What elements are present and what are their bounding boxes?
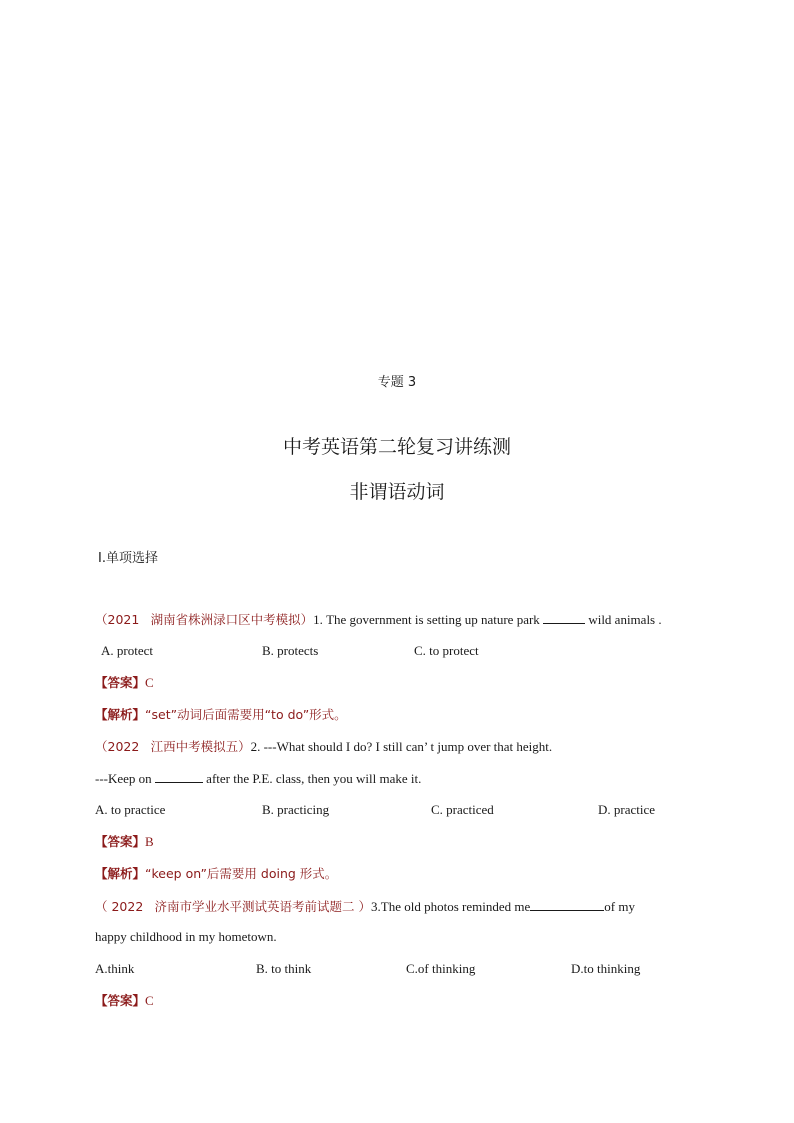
answer-value: C <box>145 993 154 1008</box>
question-3-blank <box>530 898 604 911</box>
question-2-answer <box>95 834 154 850</box>
question-2-source-year: （2022 <box>95 739 140 754</box>
question-1-stem-after: wild animals . <box>585 612 662 627</box>
answer-label: 【答案】 <box>95 993 146 1008</box>
question-2-option-c: C. practiced <box>431 802 494 817</box>
topic-label: 专题 3 <box>377 375 417 390</box>
section-heading: Ⅰ.单项选择 <box>98 551 158 566</box>
question-2-stem-before: ---Keep on <box>95 771 155 786</box>
question-1-source-place: 湖南省株洲渌口区中考模拟） <box>150 612 314 627</box>
question-1-option-b: B. protects <box>262 643 319 658</box>
question-3-option-d: D.to thinking <box>571 961 641 976</box>
question-2-stem-line2 <box>95 770 421 787</box>
question-3-option-b: B. to think <box>256 961 312 976</box>
analysis-text: “keep on”后需要用 doing 形式。 <box>145 866 338 881</box>
question-2-stem-after: after the P.E. class, then you will make it. <box>202 771 422 786</box>
analysis-label: 【解析】 <box>95 707 146 722</box>
question-3-stem <box>95 898 635 915</box>
question-3-answer <box>95 993 154 1009</box>
analysis-label: 【解析】 <box>95 866 146 881</box>
question-1-blank <box>543 611 585 624</box>
page-subtitle: 非谓语动词 <box>349 481 445 503</box>
page-title: 中考英语第二轮复习讲练测 <box>282 436 511 458</box>
question-3-stem-before: 3.The old photos reminded me <box>371 899 531 914</box>
answer-label: 【答案】 <box>95 675 146 690</box>
question-2-blank <box>155 770 203 783</box>
answer-label: 【答案】 <box>95 834 146 849</box>
question-1-analysis <box>95 707 347 723</box>
question-2-analysis <box>95 866 337 882</box>
question-3-source-year: （ 2022 <box>95 899 144 914</box>
question-2-option-d: D. practice <box>598 802 656 817</box>
question-2-source-place: 江西中考模拟五） <box>150 739 251 754</box>
question-3-source-place: 济南市学业水平测试英语考前试题二 ） <box>154 899 372 914</box>
question-1-answer <box>95 675 154 691</box>
answer-value: B <box>145 834 154 849</box>
question-2-stem <box>95 739 552 755</box>
question-2-option-a: A. to practice <box>95 802 166 817</box>
question-3-option-a: A.think <box>95 961 135 976</box>
question-3-stem-after: of my <box>604 899 635 914</box>
answer-value: C <box>145 675 154 690</box>
question-1-option-c: C. to protect <box>414 643 479 658</box>
question-1-option-a: A. protect <box>101 643 153 658</box>
question-1-source-year: （2021 <box>95 612 140 627</box>
question-3-stem-line2: happy childhood in my hometown. <box>95 929 277 944</box>
question-3-option-c: C.of thinking <box>406 961 476 976</box>
analysis-text: “set”动词后面需要用“to do”形式。 <box>145 707 347 722</box>
question-1-stem <box>95 611 662 628</box>
question-2-stem-line1: 2. ---What should I do? I still can’ t jump over that height. <box>250 739 553 754</box>
question-2-option-b: B. practicing <box>262 802 330 817</box>
question-1-stem-before: 1. The government is setting up nature park <box>313 612 544 627</box>
